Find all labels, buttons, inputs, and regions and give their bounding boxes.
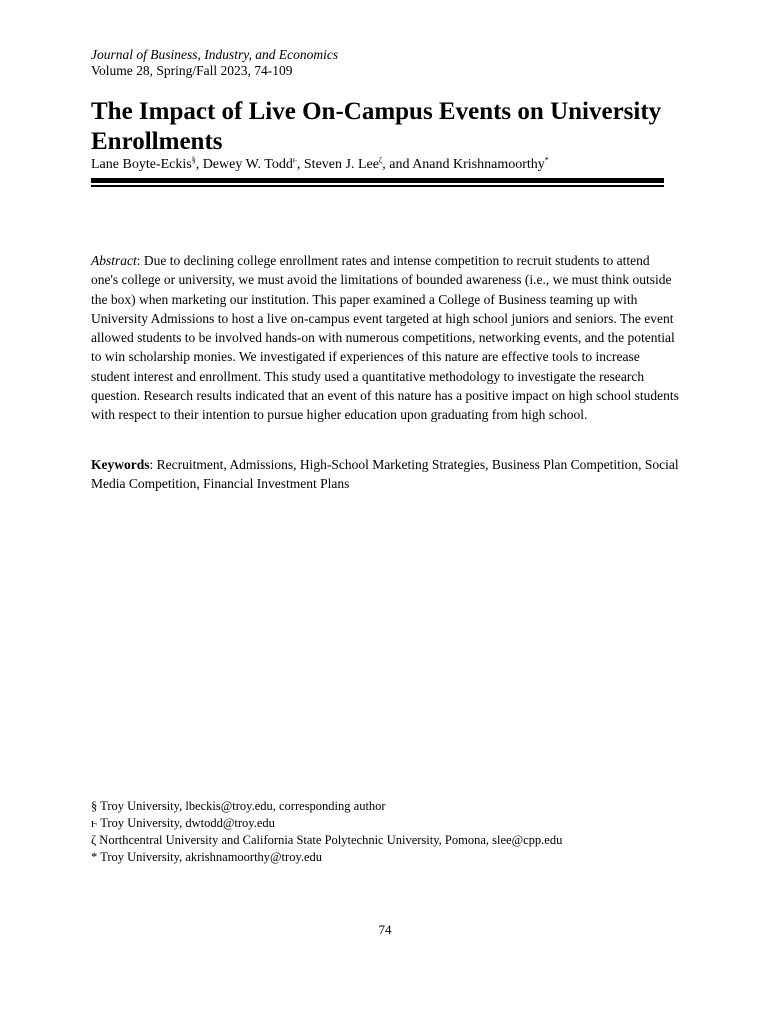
abstract-text: : Due to declining college enrollment rates and intense competition to recruit students to attend one's college or university, we must avoid the limitations of bounded awareness (i.e., we must think outside the box) when marketing our institution. This paper examined a College of Business teaming up with University Admissions to host a live on-campus event targeted at high school juniors and seniors. The event allowed students to be involved hands-on with numerous competitions, networking events, and the potential to win scholarship monies. We investigated if experiences of this nature are effective tools to increase student interest and enrollment. This study used a quantitative methodology to investigate the research question. Research results indicated that an event of this nature has a positive impact on high school students with respect to their intention to pursue higher education upon graduating from high school. (91, 253, 679, 423)
article-title: The Impact of Live On-Campus Events on University Enrollments (91, 98, 662, 155)
author-name: Lane Boyte-Eckis (91, 157, 192, 172)
footnotes (91, 798, 562, 866)
author-separator: , (195, 157, 203, 172)
header-divider-thin (91, 185, 664, 187)
author-footnote-mark: ζ (378, 155, 383, 165)
author-separator: , and (382, 157, 413, 172)
author-footnote-mark: ⱶ (292, 155, 297, 165)
header-divider-thick (91, 178, 664, 183)
keywords-label: Keywords (91, 457, 150, 472)
author-footnote-mark: § (191, 155, 196, 165)
footnote: § Troy University, lbeckis@troy.edu, corresponding author (91, 799, 386, 813)
author-footnote-mark: * (544, 155, 549, 165)
author-list (91, 156, 549, 174)
author-name: Dewey W. Todd (202, 157, 293, 172)
footnote: * Troy University, akrishnamoorthy@troy.edu (91, 850, 323, 864)
abstract-paragraph (91, 251, 679, 425)
keywords-paragraph (91, 455, 679, 494)
journal-name: Journal of Business, Industry, and Economics (91, 47, 339, 62)
footnote: ζ Northcentral University and California State Polytechnic University, Pomona, slee@cpp.edu (91, 833, 563, 847)
journal-header (91, 47, 338, 79)
author-separator: , (296, 157, 304, 172)
footnote: ⱶ Troy University, dwtodd@troy.edu (91, 816, 275, 830)
journal-volume: Volume 28, Spring/Fall 2023, 74-109 (91, 63, 293, 78)
author-name: Anand Krishnamoorthy (412, 157, 545, 172)
abstract-label: Abstract (91, 253, 137, 268)
page-number: 74 (378, 922, 392, 937)
keywords-text: : Recruitment, Admissions, High-School Marketing Strategies, Business Plan Competition, Social Media Competition, Financial Investment Plans (91, 457, 679, 492)
author-name: Steven J. Lee (303, 157, 379, 172)
